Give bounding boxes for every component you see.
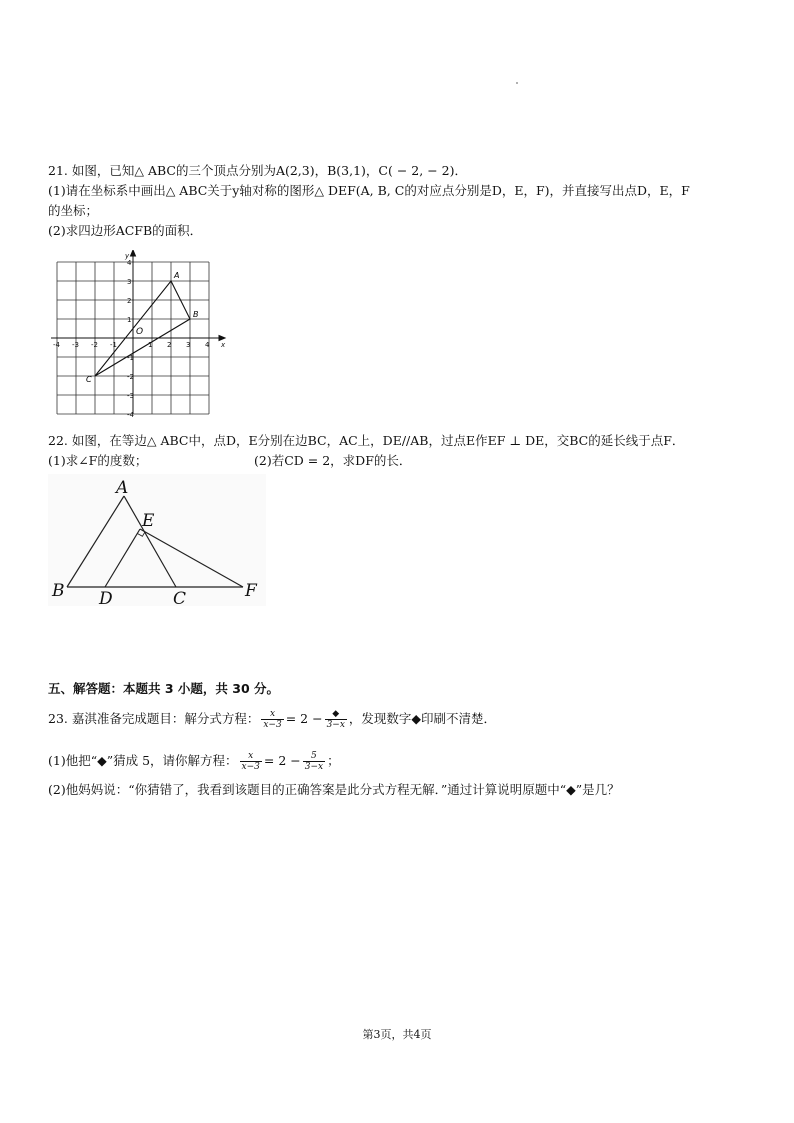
page-footer: 第3页，共4页 bbox=[362, 1028, 432, 1041]
label-c: C bbox=[173, 589, 187, 606]
x-tick-label: -4 bbox=[53, 341, 60, 349]
q23-part1-prefix: (1)他把“◆”猜成 5，请你解方程： bbox=[48, 753, 238, 768]
vertex-label-c: C bbox=[86, 375, 92, 384]
x-axis-label: x bbox=[221, 341, 226, 349]
q23-part1-end: ； bbox=[327, 753, 340, 768]
q23-eq-mid: = 2 − bbox=[285, 711, 323, 726]
q21-line4: (2)求四边形ACFB的面积． bbox=[48, 223, 203, 238]
y-tick-label: 1 bbox=[127, 316, 132, 324]
y-tick-label: 4 bbox=[127, 259, 132, 267]
q23-fraction2-num: ◆ bbox=[325, 709, 347, 720]
figure-background bbox=[48, 474, 266, 606]
x-tick-label: -2 bbox=[91, 341, 98, 349]
y-tick-label: -2 bbox=[127, 373, 134, 381]
q23-part1-fraction2 bbox=[303, 751, 325, 772]
x-tick-label: -3 bbox=[72, 341, 79, 349]
x-tick-label: 3 bbox=[186, 341, 191, 349]
x-axis-arrow bbox=[219, 336, 225, 341]
q23-part1 bbox=[48, 751, 340, 772]
q23-fraction1 bbox=[261, 709, 283, 730]
q23-line1 bbox=[48, 709, 496, 730]
x-tick-label: 1 bbox=[148, 341, 153, 349]
q23-part1-fraction2-den: 3−x bbox=[304, 762, 324, 772]
q23-prefix: 23. 嘉淇准备完成题目：解分式方程： bbox=[48, 711, 260, 726]
q21-line3: 的坐标； bbox=[48, 203, 99, 218]
q23-part1-mid: = 2 − bbox=[263, 753, 301, 768]
origin-label: O bbox=[136, 327, 144, 337]
q23-fraction1-num: x bbox=[261, 709, 283, 720]
y-axis-label: y bbox=[125, 252, 130, 260]
tick-labels bbox=[53, 252, 226, 419]
q23-part1-fraction1-den: x−3 bbox=[241, 762, 260, 772]
x-tick-label: 2 bbox=[167, 341, 172, 349]
x-tick-label: -1 bbox=[110, 341, 117, 349]
section5-title: 五、解答题：本题共 3 小题，共 30 分。 bbox=[48, 681, 280, 696]
q22-part1: (1)求∠F的度数； bbox=[48, 453, 148, 468]
vertex-label-b: B bbox=[193, 310, 199, 319]
label-a: A bbox=[116, 478, 129, 498]
q23-fraction2-den: 3−x bbox=[326, 720, 345, 730]
q21-line2: (1)请在坐标系中画出△ ABC关于y轴对称的图形△ DEF(A, B, C的对应点分别是D，E，F)，并直接写出点D，E，F bbox=[48, 183, 690, 198]
y-tick-label: -4 bbox=[127, 411, 134, 419]
equilateral-triangle-figure bbox=[48, 474, 278, 606]
q22-line1: 22. 如图，在等边△ ABC中，点D，E分别在边BC，AC上，DE//AB，过点E作EF ⊥ DE，交BC的延长线于点F． bbox=[48, 433, 685, 448]
label-b: B bbox=[52, 581, 65, 601]
x-tick-label: 4 bbox=[205, 341, 210, 349]
q23-fraction1-den: x−3 bbox=[263, 720, 282, 730]
label-d: D bbox=[99, 589, 113, 606]
coordinate-grid-figure bbox=[48, 250, 238, 420]
q23-part1-fraction1 bbox=[240, 751, 262, 772]
label-e: E bbox=[142, 511, 155, 531]
q23-fraction2 bbox=[325, 709, 347, 730]
q23-suffix: ，发现数字◆印刷不清楚． bbox=[348, 711, 497, 726]
y-axis-arrow bbox=[131, 250, 136, 256]
q23-part2: (2)他妈妈说：“你猜错了，我看到该题目的正确答案是此分式方程无解．”通过计算说明原题中“◆”是几？ bbox=[48, 782, 620, 797]
y-tick-label: 2 bbox=[127, 297, 132, 305]
q21-line1: 21. 如图，已知△ ABC的三个顶点分别为A(2,3)，B(3,1)，C( − 2, − 2)． bbox=[48, 163, 467, 178]
q23-part1-fraction2-num: 5 bbox=[303, 751, 325, 762]
q23-part1-fraction1-num: x bbox=[240, 751, 262, 762]
q22-part2: (2)若CD = 2，求DF的长． bbox=[254, 453, 412, 468]
y-tick-label: 3 bbox=[127, 278, 132, 286]
vertex-label-a: A bbox=[174, 271, 180, 280]
y-tick-label: -3 bbox=[127, 392, 134, 400]
scan-dot bbox=[516, 82, 518, 84]
label-f: F bbox=[245, 581, 257, 601]
y-tick-label: -1 bbox=[127, 354, 134, 362]
